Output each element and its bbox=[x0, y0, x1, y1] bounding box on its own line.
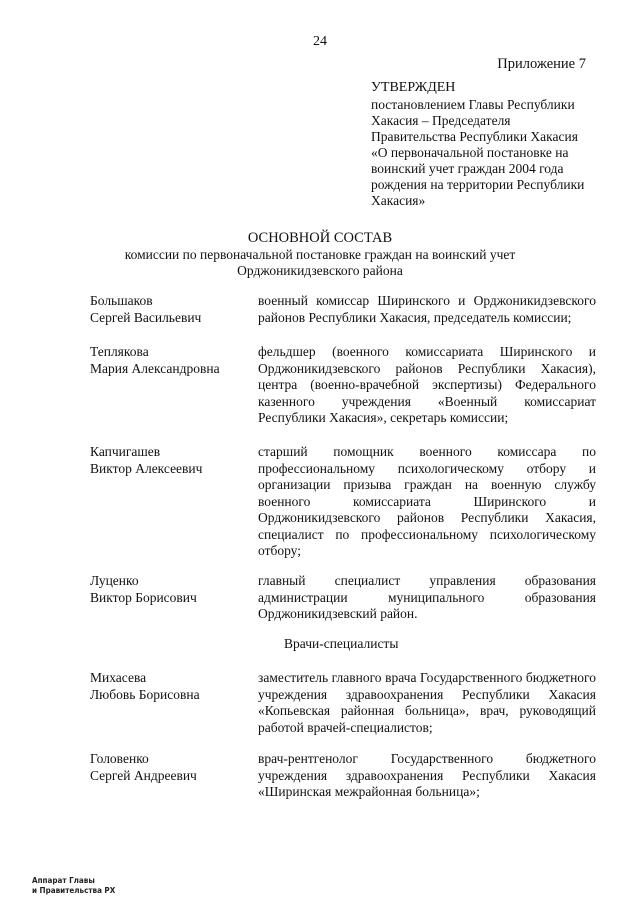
member-surname: Капчигашев bbox=[90, 444, 161, 459]
office-stamp bbox=[32, 876, 125, 896]
approval-line: «О первоначальной постановке на bbox=[371, 145, 569, 160]
member-surname: Теплякова bbox=[90, 344, 149, 359]
member-position: врач-рентгенолог Государственного бюджетного учреждения здравоохранения Республики Хакасия «Ширинская межрайонная больница»; bbox=[258, 751, 596, 799]
member-name bbox=[90, 344, 250, 377]
member-surname: Михасева bbox=[90, 670, 147, 685]
member-surname: Большаков bbox=[90, 293, 153, 308]
page-number: 24 bbox=[313, 34, 327, 49]
approval-line: Правительства Республики Хакасия bbox=[371, 129, 578, 144]
stamp-line: Аппарат Главы bbox=[32, 876, 95, 885]
document-district: Орджоникидзевского района bbox=[237, 263, 403, 278]
member-given-name: Виктор Алексеевич bbox=[90, 460, 203, 476]
document-subtitle: комиссии по первоначальной постановке граждан на воинский учет bbox=[124, 247, 516, 262]
approval-block bbox=[371, 80, 593, 209]
approval-line: Хакасия – Председателя bbox=[371, 113, 511, 128]
member-position: старший помощник военного комиссара по профессиональному психологическому отбору и организации призыва граждан на военную службу военного комиссариата Ширинского и Орджоникидзевского районов Республики Хакасия, специалист по профессиональному психологическому отбору; bbox=[258, 444, 596, 558]
member-surname: Луценко bbox=[90, 573, 139, 588]
stamp-line: и Правительства РХ bbox=[32, 886, 116, 895]
appendix-label: Приложение 7 bbox=[497, 56, 586, 72]
member-name bbox=[90, 444, 250, 477]
member-name bbox=[90, 670, 250, 703]
member-surname: Головенко bbox=[90, 751, 149, 766]
approval-line: Хакасия» bbox=[371, 193, 426, 208]
member-position: военный комиссар Ширинского и Орджоникидзевского районов Республики Хакасия, председатель комиссии; bbox=[258, 293, 596, 325]
approval-line: постановлением Главы Республики bbox=[371, 97, 575, 112]
approval-line: воинский учет граждан 2004 года bbox=[371, 161, 564, 176]
member-given-name: Сергей Андреевич bbox=[90, 767, 197, 783]
document-title: ОСНОВНОЙ СОСТАВ bbox=[247, 230, 393, 246]
approval-title: УТВЕРЖДЕН bbox=[371, 80, 456, 95]
doctors-section-title: Врачи-специалисты bbox=[284, 636, 399, 651]
member-position: фельдшер (военного комиссариата Ширинского и Орджоникидзевского районов Республики Хакасия), центра (военно-врачебной экспертизы) Федерального казенного учреждения «Военный комиссариат Республики Хакасия», секретарь комиссии; bbox=[258, 344, 596, 425]
member-position: заместитель главного врача Государственного бюджетного учреждения здравоохранения Республики Хакасия «Копьевская районная больница», врач, руководящий работой врачей-специалистов; bbox=[258, 670, 596, 735]
member-name bbox=[90, 751, 250, 784]
member-given-name: Мария Александровна bbox=[90, 360, 220, 376]
member-name bbox=[90, 573, 250, 606]
member-position: главный специалист управления образования администрации муниципального образования Орджоникидзевский район. bbox=[258, 573, 596, 621]
member-name bbox=[90, 293, 250, 326]
member-given-name: Сергей Васильевич bbox=[90, 309, 202, 325]
approval-line: рождения на территории Республики bbox=[371, 177, 585, 192]
member-given-name: Любовь Борисовна bbox=[90, 686, 200, 702]
member-given-name: Виктор Борисович bbox=[90, 589, 197, 605]
